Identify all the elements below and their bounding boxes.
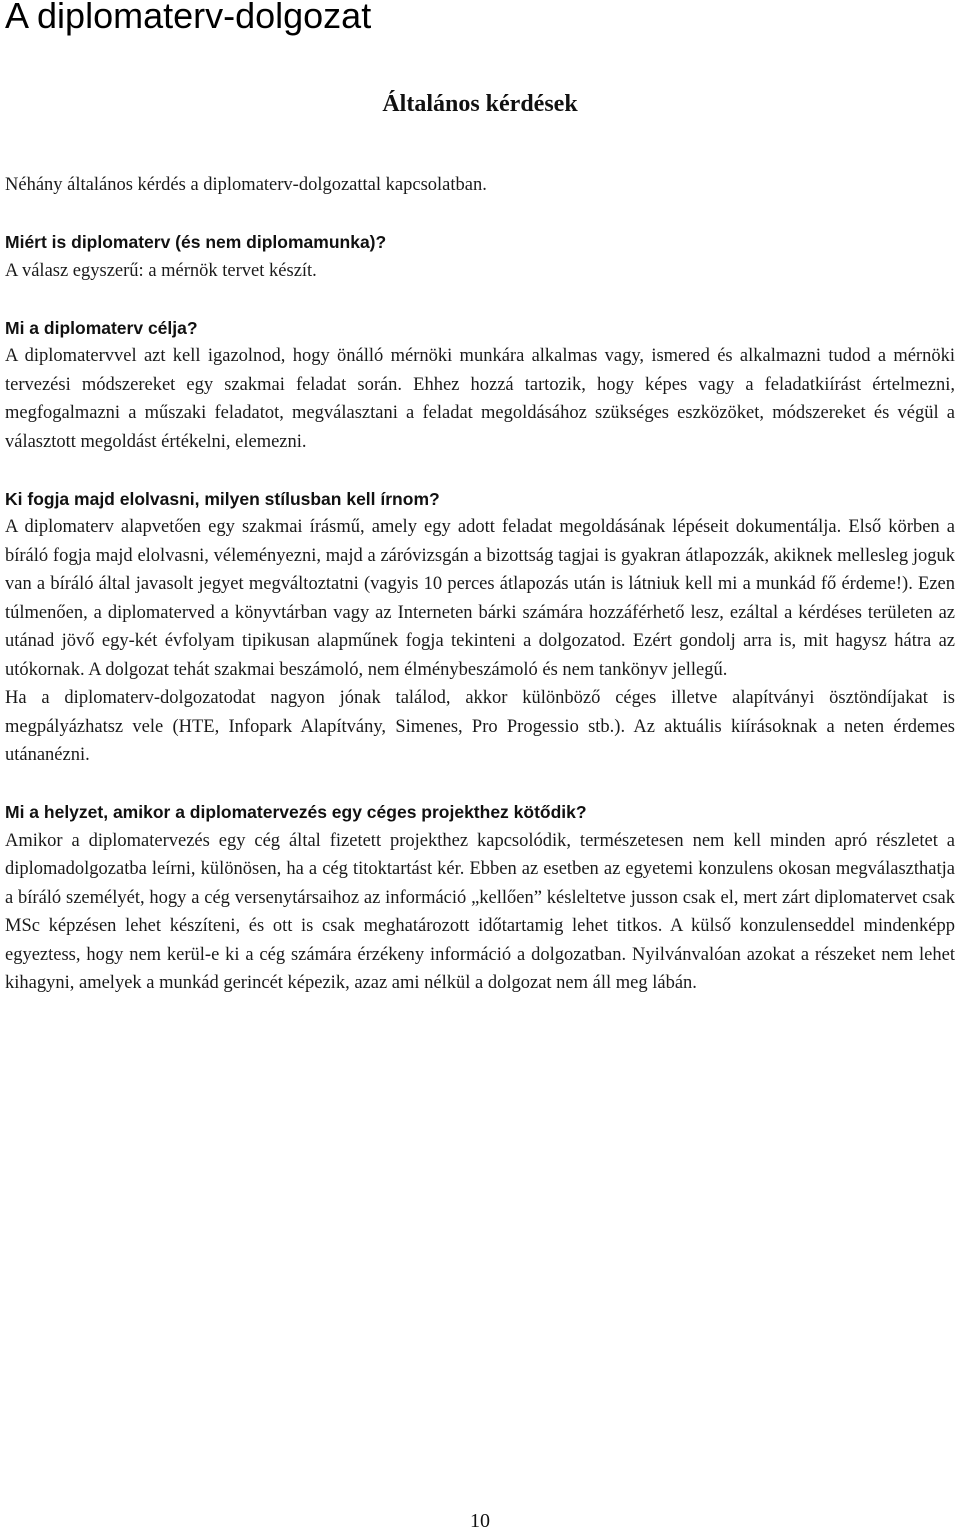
question-heading: Mi a diplomaterv célja? [5,317,198,338]
document-title: A diplomaterv-dolgozat [5,0,372,36]
answer-paragraph: A válasz egyszerű: a mérnök tervet készít. [5,260,317,281]
question-heading: Ki fogja majd elolvasni, milyen stílusban kell írnom? [5,488,440,509]
answer-paragraph: A diplomaterv alapvetően egy szakmai írásmű, amely egy adott feladat megoldásának lépéseit dokumentálja. Első körben a bíráló fogja majd elolvasni, véleményezni, majd a záróvizsgán a bizottság tagjai is gyakran átlapozzák, akiknek mellesleg joguk van a bíráló által javasolt jegyet megváltoztatni (vagyis 10 perces átlapozás után is látniuk kell mi a munkád fő érdeme!). Ezen túlmenően, a diplomaterved a könyvtárban vagy az Interneten bárki számára hozzáférhető lesz, ezáltal a kérdéses területen az utánad jövő egy-két évfolyam tipikusan alapműnek fogja tekinteni a dolgozatod. Ezért gondolj arra is, mit hagysz hátra az utókornak. A dolgozat tehát szakmai beszámoló, nem élménybeszámoló és nem tankönyv jellegű. [5,517,955,680]
intro-paragraph: Néhány általános kérdés a diplomaterv-dolgozattal kapcsolatban. [5,175,487,195]
answer-paragraph: A diplomatervvel azt kell igazolnod, hogy önálló mérnöki munkára alkalmas vagy, ismered és alkalmazni tudod a mérnöki tervezési módszereket egy szakmai feladat során. Ehhez hozzá tartozik, hogy képes vagy a feladatkiírást értelmezni, megfogalmazni a műszaki feladatot, megválasztani a feladat megoldásához szükséges eszközöket, módszereket és végül a választott megoldást értékelni, elemezni. [5,346,955,452]
document-body [5,171,955,998]
answer-paragraph: Amikor a diplomatervezés egy cég által fizetett projekthez kapcsolódik, természetesen nem kell minden apró részletet a diplomadolgozatba leírni, különösen, ha a cég titoktartást kér. Ebben az esetben az egyetemi konzulens okosan megválaszthatja a bíráló személyét, hogy a cég versenytársaihoz az információ „kellően” késleltetve jusson csak el, mert zárt diplomatervet csak MSc képzésen lehet készíteni, és ott is csak meghatározott időtartamig lehet titkos. A külső konzulenseddel mindenképp egyeztess, hogy nem kerül-e ki a cég számára érzékeny információ a dolgozatban. Nyilvánvalóan azokat a részeket nem lehet kihagyni, amelyek a munkád gerincét képezik, azaz ami nélkül a dolgozat nem áll meg lábán. [5,830,955,993]
question-heading: Mi a helyzet, amikor a diplomatervezés egy céges projekthez kötődik? [5,802,587,822]
answer-paragraph: Ha a diplomaterv-dolgozatodat nagyon jónak találod, akkor különböző céges illetve alapítványi ösztöndíjakat is megpályázhatsz vele (HTE, Infopark Alapítvány, Simenes, Pro Progessio stb.). Az aktuális kiírásoknak a neten érdemes utánanézni. [5,688,955,765]
section-heading: Általános kérdések [382,91,578,117]
page-number: 10 [470,1510,490,1532]
question-heading: Miért is diplomaterv (és nem diplomamunka)? [5,232,387,252]
